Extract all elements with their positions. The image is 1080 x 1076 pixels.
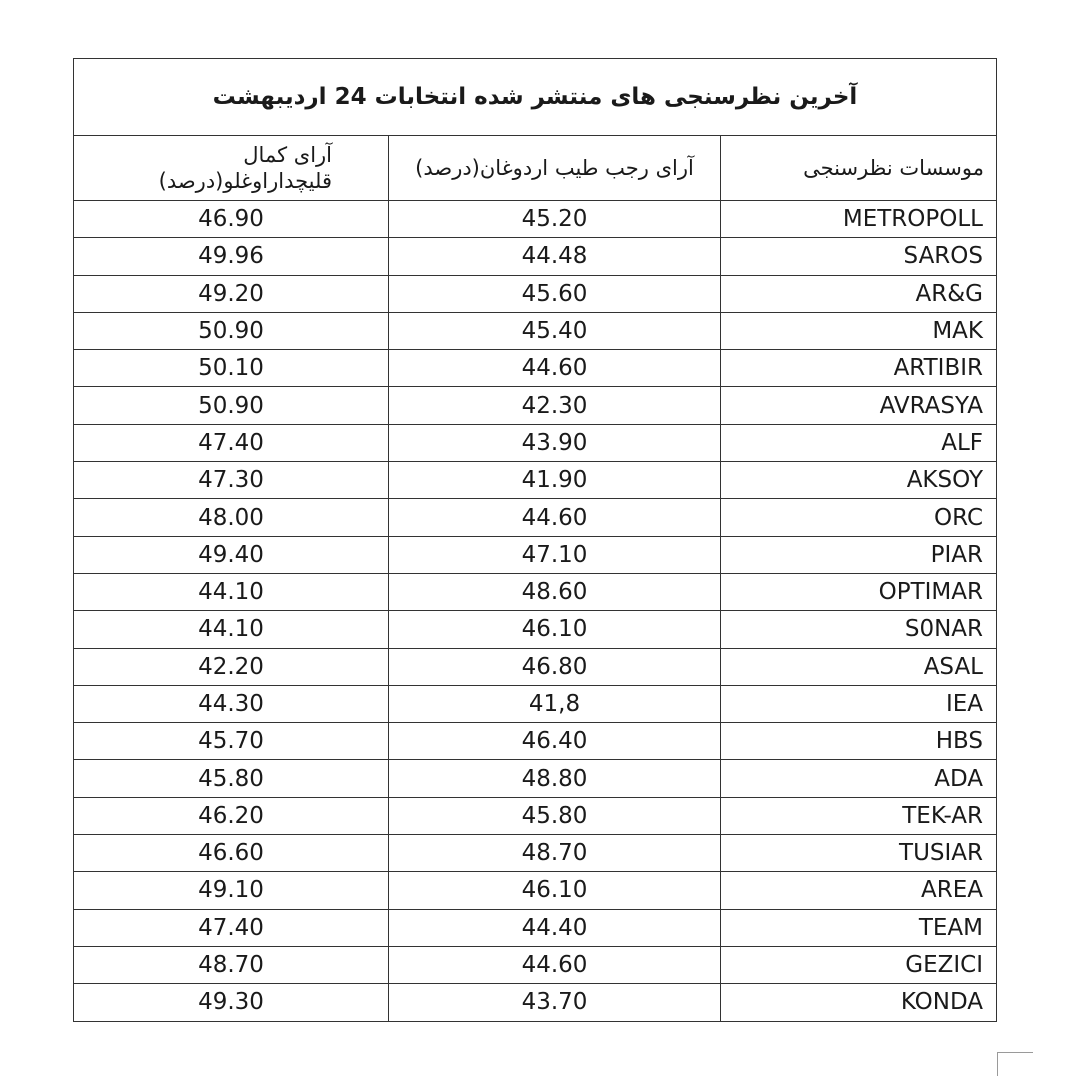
header-erdogan-votes: آرای رجب طیب اردوغان(درصد) [389, 136, 721, 201]
cell-institute-name: PIAR [721, 536, 997, 573]
cell-kilicdaroglu-votes: 47.30 [74, 462, 389, 499]
cell-erdogan-votes: 41,8 [389, 685, 721, 722]
cell-kilicdaroglu-votes: 50.90 [74, 312, 389, 349]
table-row [74, 909, 997, 946]
cell-erdogan-votes: 46.80 [389, 648, 721, 685]
table-row [74, 984, 997, 1021]
cell-institute-name: TEK-AR [721, 797, 997, 834]
cell-erdogan-votes: 44.60 [389, 946, 721, 983]
cell-institute-name: S0NAR [721, 611, 997, 648]
table-body [74, 201, 997, 1022]
table-row [74, 611, 997, 648]
cell-institute-name: METROPOLL [721, 201, 997, 238]
table-row [74, 797, 997, 834]
table-row [74, 946, 997, 983]
cell-erdogan-votes: 44.60 [389, 350, 721, 387]
table-row [74, 536, 997, 573]
table-row [74, 573, 997, 610]
table-row [74, 685, 997, 722]
poll-results-table [73, 58, 997, 1022]
cell-erdogan-votes: 46.10 [389, 872, 721, 909]
cell-erdogan-votes: 48.70 [389, 835, 721, 872]
header-kilicdaroglu-votes: آرای کمال قلیچداراوغلو(درصد) [74, 136, 389, 201]
cell-erdogan-votes: 44.40 [389, 909, 721, 946]
cell-erdogan-votes: 44.48 [389, 238, 721, 275]
cell-kilicdaroglu-votes: 49.30 [74, 984, 389, 1021]
table-header-row [74, 136, 997, 201]
cell-kilicdaroglu-votes: 44.10 [74, 573, 389, 610]
cell-kilicdaroglu-votes: 50.10 [74, 350, 389, 387]
table-title-row [74, 59, 997, 136]
cell-kilicdaroglu-votes: 47.40 [74, 909, 389, 946]
cell-institute-name: AREA [721, 872, 997, 909]
table-title: آخرین نظرسنجی های منتشر شده انتخابات 24 اردیبهشت [74, 59, 997, 136]
table-row [74, 760, 997, 797]
cell-erdogan-votes: 45.40 [389, 312, 721, 349]
cell-erdogan-votes: 43.90 [389, 424, 721, 461]
cell-kilicdaroglu-votes: 49.20 [74, 275, 389, 312]
cell-institute-name: KONDA [721, 984, 997, 1021]
cell-erdogan-votes: 48.60 [389, 573, 721, 610]
cell-kilicdaroglu-votes: 47.40 [74, 424, 389, 461]
cell-erdogan-votes: 43.70 [389, 984, 721, 1021]
cell-institute-name: ARTIBIR [721, 350, 997, 387]
cell-kilicdaroglu-votes: 45.80 [74, 760, 389, 797]
table-row [74, 238, 997, 275]
cell-institute-name: ALF [721, 424, 997, 461]
cell-kilicdaroglu-votes: 46.60 [74, 835, 389, 872]
cell-kilicdaroglu-votes: 42.20 [74, 648, 389, 685]
cell-institute-name: TUSIAR [721, 835, 997, 872]
cell-erdogan-votes: 46.40 [389, 723, 721, 760]
table-row [74, 462, 997, 499]
cell-erdogan-votes: 45.20 [389, 201, 721, 238]
cell-institute-name: AR&G [721, 275, 997, 312]
cell-erdogan-votes: 45.60 [389, 275, 721, 312]
table-row [74, 312, 997, 349]
table-row [74, 424, 997, 461]
table-row [74, 499, 997, 536]
cell-kilicdaroglu-votes: 44.30 [74, 685, 389, 722]
cell-kilicdaroglu-votes: 50.90 [74, 387, 389, 424]
cell-kilicdaroglu-votes: 46.20 [74, 797, 389, 834]
cell-institute-name: ASAL [721, 648, 997, 685]
cell-institute-name: ORC [721, 499, 997, 536]
table-row [74, 872, 997, 909]
table-row [74, 387, 997, 424]
cell-institute-name: MAK [721, 312, 997, 349]
cell-kilicdaroglu-votes: 49.10 [74, 872, 389, 909]
table-row [74, 275, 997, 312]
cell-erdogan-votes: 48.80 [389, 760, 721, 797]
cell-institute-name: OPTIMAR [721, 573, 997, 610]
cell-institute-name: ADA [721, 760, 997, 797]
cell-erdogan-votes: 44.60 [389, 499, 721, 536]
cell-kilicdaroglu-votes: 46.90 [74, 201, 389, 238]
cell-erdogan-votes: 46.10 [389, 611, 721, 648]
cell-erdogan-votes: 45.80 [389, 797, 721, 834]
table-row [74, 648, 997, 685]
cell-erdogan-votes: 42.30 [389, 387, 721, 424]
cell-kilicdaroglu-votes: 44.10 [74, 611, 389, 648]
cell-institute-name: GEZICI [721, 946, 997, 983]
cell-kilicdaroglu-votes: 48.70 [74, 946, 389, 983]
cell-kilicdaroglu-votes: 45.70 [74, 723, 389, 760]
header-polling-institutes: موسسات نظرسنجی [721, 136, 997, 201]
cell-institute-name: SAROS [721, 238, 997, 275]
cell-kilicdaroglu-votes: 49.96 [74, 238, 389, 275]
cell-erdogan-votes: 41.90 [389, 462, 721, 499]
table-row [74, 723, 997, 760]
cell-institute-name: AKSOY [721, 462, 997, 499]
table-row [74, 350, 997, 387]
cell-institute-name: IEA [721, 685, 997, 722]
cell-institute-name: AVRASYA [721, 387, 997, 424]
corner-fold-mark [997, 1052, 1033, 1076]
cell-kilicdaroglu-votes: 49.40 [74, 536, 389, 573]
cell-institute-name: TEAM [721, 909, 997, 946]
cell-kilicdaroglu-votes: 48.00 [74, 499, 389, 536]
table-row [74, 201, 997, 238]
cell-institute-name: HBS [721, 723, 997, 760]
cell-erdogan-votes: 47.10 [389, 536, 721, 573]
table-row [74, 835, 997, 872]
